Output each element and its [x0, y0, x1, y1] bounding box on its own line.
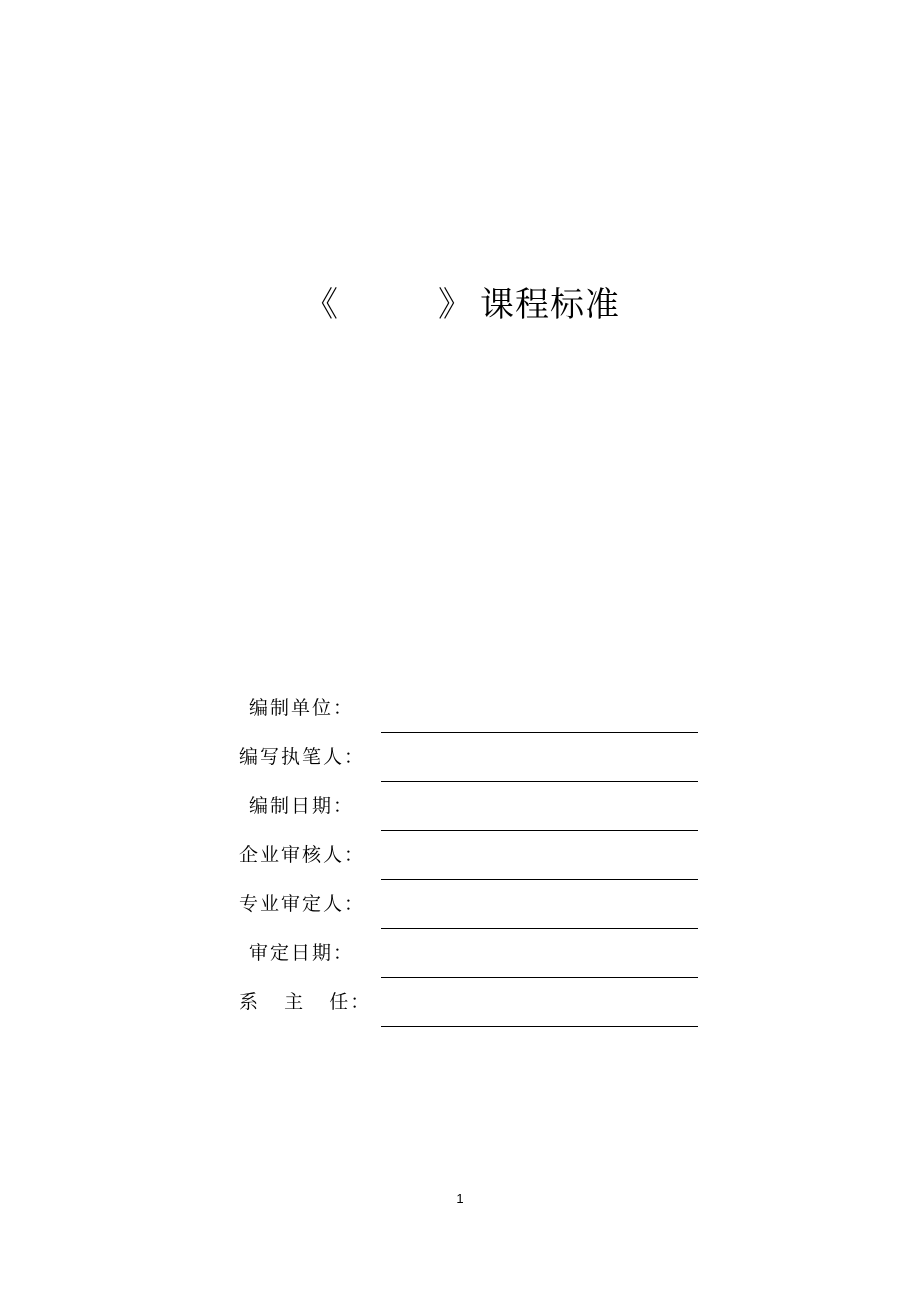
form-row-department-head: [0, 980, 920, 1029]
fill-line-compiling-unit[interactable]: [381, 732, 698, 733]
page-number: 1: [456, 1191, 464, 1206]
form-row-compiling-unit: [0, 686, 920, 735]
field-label-enterprise-reviewer: 企业审核人：: [239, 844, 366, 866]
form-row-enterprise-reviewer: [0, 833, 920, 882]
form-row-writer: [0, 735, 920, 784]
fill-line-enterprise-reviewer[interactable]: [381, 879, 698, 880]
field-label-department-head: 系 主 任：: [239, 991, 372, 1013]
title-text: 课程标准: [480, 285, 620, 325]
fill-line-department-head[interactable]: [381, 1026, 698, 1027]
title-open-bracket: 《: [304, 285, 338, 325]
title-close-bracket: 》: [438, 285, 472, 325]
fill-line-approval-date[interactable]: [381, 977, 698, 978]
field-label-compiling-date: 编制日期：: [249, 795, 355, 817]
field-label-writer: 编写执笔人：: [239, 746, 366, 768]
fill-line-major-approver[interactable]: [381, 928, 698, 929]
fill-line-compiling-date[interactable]: [381, 830, 698, 831]
form-row-major-approver: [0, 882, 920, 931]
document-title: [0, 280, 920, 330]
form-row-compiling-date: [0, 784, 920, 833]
field-label-compiling-unit: 编制单位：: [249, 697, 355, 719]
fill-line-writer[interactable]: [381, 781, 698, 782]
field-label-approval-date: 审定日期：: [249, 942, 355, 964]
field-label-major-approver: 专业审定人：: [239, 893, 366, 915]
form-row-approval-date: [0, 931, 920, 980]
